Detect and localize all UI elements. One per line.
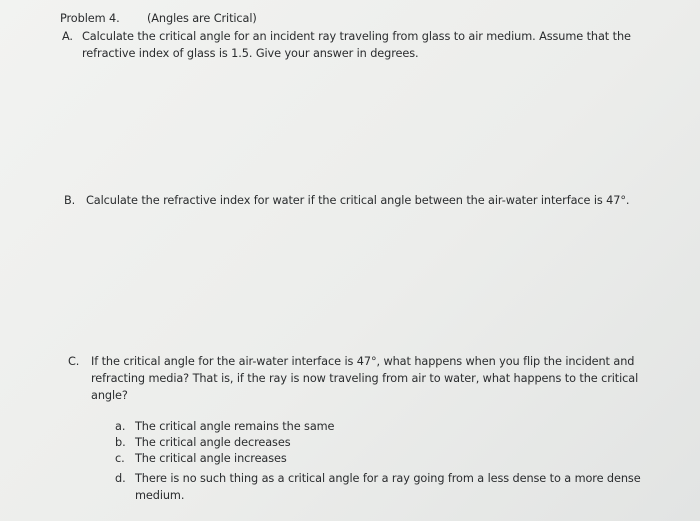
option-d-text-line-1: There is no such thing as a critical angle for a ray going from a less dense to a more dense <box>135 472 641 485</box>
option-b <box>115 434 290 451</box>
part-c-line-1: If the critical angle for the air-water interface is 47°, what happens when you flip the incident and <box>91 355 635 368</box>
problem-title: (Angles are Critical) <box>147 12 257 25</box>
part-a-line-1: Calculate the critical angle for an incident ray traveling from glass to air medium. Assume that the <box>82 30 631 43</box>
option-b-text: The critical angle decreases <box>135 436 291 449</box>
option-d-text-line-2: medium. <box>135 489 185 502</box>
part-a-line-2: refractive index of glass is 1.5. Give your answer in degrees. <box>82 47 419 60</box>
part-c-label: C. <box>68 355 80 368</box>
part-c-line-2: refracting media? That is, if the ray is now traveling from air to water, what happens to the critical <box>91 372 639 385</box>
option-a <box>115 418 334 435</box>
problem-number: Problem 4. <box>60 12 120 25</box>
part-b-label: B. <box>64 194 76 207</box>
part-c-question <box>91 353 638 404</box>
part-b-question: Calculate the refractive index for water if the critical angle between the air-water interface is 47°. <box>86 194 630 207</box>
option-d-label: d. <box>115 472 126 485</box>
option-c-label: c. <box>115 452 125 465</box>
option-a-label: a. <box>115 420 126 433</box>
option-c <box>115 450 287 467</box>
option-b-label: b. <box>115 436 126 449</box>
option-a-text: The critical angle remains the same <box>135 420 335 433</box>
part-a-question <box>82 28 631 62</box>
option-c-text: The critical angle increases <box>135 452 287 465</box>
part-c-line-3: angle? <box>91 389 128 402</box>
part-a-label: A. <box>62 30 73 43</box>
option-d <box>115 470 641 504</box>
